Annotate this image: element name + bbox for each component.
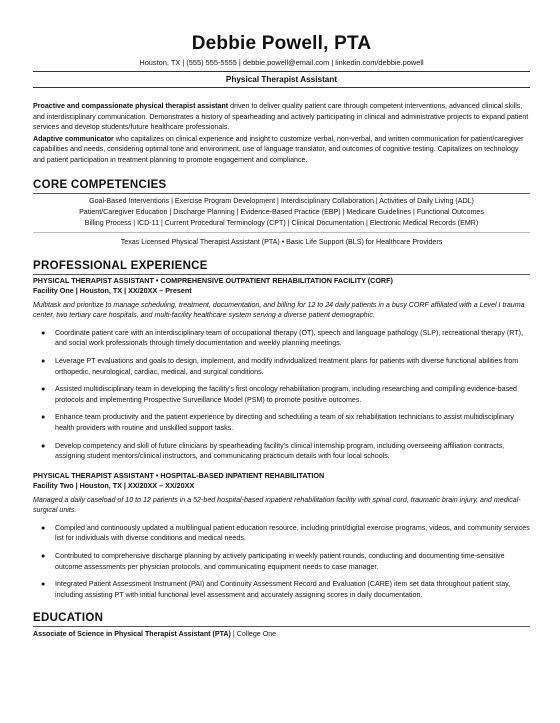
education-divider (33, 626, 530, 627)
job-title: PHYSICAL THERAPIST ASSISTANT • COMPREHENSIVE OUTPATIENT REHABILITATION FACILITY (CORF) (33, 275, 393, 285)
bullet-item (33, 356, 530, 377)
bullet-text: Integrated Patient Assessment Instrument (PAI) and Continuity Assessment Record and Evaluation (CARE) item set data throughout patient stay, including assisting PT with initial functional level assessment and accurately assigning scores in daily documentation. (55, 580, 511, 599)
bullet-item (33, 384, 530, 405)
bullet-text: Contributed to comprehensive discharge planning by actively participating in weekly patient rounds, conducting and documenting time-sensitive outcome assessments per physician protocols, and communicating equipment needs to case manager. (55, 552, 505, 571)
bullet-item (33, 551, 530, 572)
competency-line: Billing Process | ICD-11 | Current Procedural Terminology (CPT) | Clinical Documentation | Electronic Medical Records (EMR) (84, 218, 479, 227)
license-divider (33, 232, 530, 233)
bullet-item (33, 441, 530, 462)
target-role: Physical Therapist Assistant (225, 75, 338, 84)
core-competencies-heading: CORE COMPETENCIES (33, 178, 167, 191)
job-bullets (33, 328, 530, 462)
candidate-name: Debbie Powell, PTA (191, 33, 372, 54)
bullet-text: Develop competency and skill of future clinicians by spearheading facility’s clinical internship program, including overseeing affiliation contracts, assigning student mentors/clinical instructors, and communicating practicum details with four local schools. (55, 441, 505, 461)
education-heading: EDUCATION (33, 612, 104, 625)
job-bullets (33, 523, 530, 601)
bullet-text: Coordinate patient care with an interdisciplinary team of occupational therapy (OT), speech and language pathology (SLP), recreational therapy (RT), and social work professionals through timely documentation and weekly planning meetings. (55, 328, 523, 348)
role-divider (33, 87, 530, 88)
competency-line: Goal-Based Interventions | Exercise Program Development | Interdisciplinary Collaboration | Activities of Daily Living (ADL) (89, 196, 474, 205)
summary-1-text: driven to deliver quality patient care through competent interventions, advanced clinical skills, and interdisciplinary communication. Demonstrates a history of spearheading and actively participating in clinical and administrative projects to expand patient services and develop students/future healthcare professionals. (33, 102, 529, 132)
degree-name: Associate of Science in Physical Therapist Assistant (PTA) (33, 630, 231, 639)
experience-divider (33, 274, 530, 275)
bullet-icon: ● (41, 328, 46, 337)
summary-paragraph-2 (33, 134, 530, 166)
job-meta: Facility One | Houston, TX | XX/20XX – Present (33, 285, 192, 295)
bullet-icon: ● (41, 552, 46, 561)
core-competencies-divider (33, 193, 530, 194)
bullet-text: Enhance team productivity and the patient experience by directing and scheduling a team of six rehabilitation technicians to assist multidisciplinary health providers with routine and unskilled support tasks. (55, 413, 514, 432)
bullet-item (33, 579, 530, 600)
job-entry (33, 276, 530, 462)
job-title: PHYSICAL THERAPIST ASSISTANT • HOSPITAL-BASED INPATIENT REHABILITATION (33, 470, 325, 480)
bullet-icon: ● (41, 580, 46, 589)
bullet-text: Assisted multidisciplinary team in developing the facility’s first oncology rehabilitation program, including researching and compiling evidence-based protocols and implementing Prospective Surveillance Model (PSM) to promote positive outcomes. (55, 385, 517, 404)
job-meta: Facility Two | Houston, TX | XX/20XX – XX/20XX (33, 480, 195, 490)
summary-2-lead: Adaptive communicator (33, 134, 114, 143)
summary-1-lead: Proactive and compassionate physical therapist assistant (33, 102, 229, 110)
contact-line: Houston, TX | (555) 555-5555 | debbie.powell@email.com | linkedin.com/debbie.powell (139, 58, 424, 67)
bullet-item (33, 328, 530, 349)
bullet-icon: ● (41, 385, 46, 394)
job-description: Multitask and prioritize to manage scheduling, treatment, documentation, and billing for 12 to 24 daily patients in a busy CORF affiliated with a Level I trauma center, two tertiary care hospitals, and multi-facility healthcare system serving a diverse patient demographic. (33, 300, 525, 320)
bullet-text: Leverage PT evaluations and goals to design, implement, and modify individualized treatment plans for patients with diverse functional abilities from orthopedic, neurological, cardiac, medical, and surgical conditions. (55, 356, 519, 376)
bullet-icon: ● (41, 523, 46, 532)
summary-paragraph-1 (33, 101, 530, 133)
license-line: Texas Licensed Physical Therapist Assistant (PTA) • Basic Life Support (BLS) for Healthcare Providers (120, 237, 443, 246)
education-entry (33, 629, 530, 639)
header-divider (33, 71, 530, 72)
bullet-item (33, 412, 530, 433)
bullet-text: Compiled and continuously updated a multilingual patient education resource, including print/digital exercise programs, videos, and community services list for individuals with diverse conditions and medical needs. (55, 523, 530, 543)
job-entry (33, 471, 530, 601)
summary-2-text: who capitalizes on clinical experience and insight to customize verbal, non-verbal, and written communication for patient/caregiver capabilities and needs, considering optimal tone and environment, use of language translator, and outcomes of cognitive testing. Capitalizes on technology and patient participation in treatment planning to promote engagement and compliance. (33, 134, 524, 164)
competency-line: Patient/Caregiver Education | Discharge Planning | Evidence-Based Practice (EBP) | Medicare Guidelines | Functional Outcomes (79, 207, 484, 216)
bullet-icon: ● (41, 413, 46, 422)
bullet-item (33, 523, 530, 544)
job-description: Managed a daily caseload of 10 to 12 patients in a 52-bed hospital-based inpatient rehabilitation facility with spinal cord, traumatic brain injury, and medical-surgical units. (33, 495, 521, 515)
bullet-icon: ● (41, 441, 46, 450)
school-name: | College One (230, 630, 277, 639)
bullet-icon: ● (41, 356, 46, 365)
experience-heading: PROFESSIONAL EXPERIENCE (33, 259, 208, 272)
